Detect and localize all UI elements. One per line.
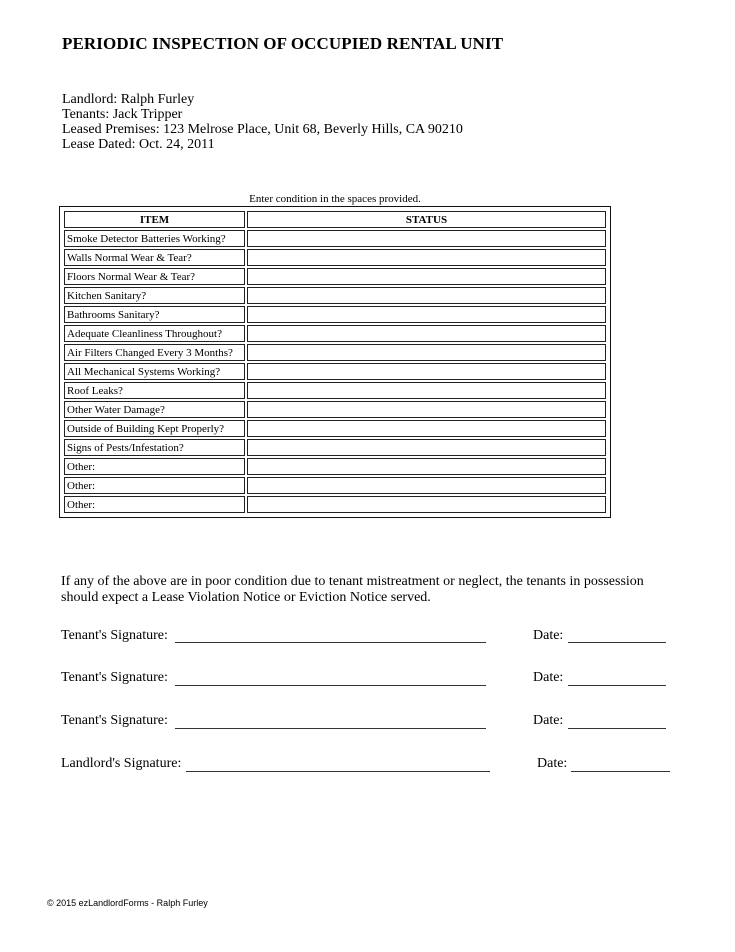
tenant-signature-line[interactable] xyxy=(175,642,486,643)
inspection-item-label: Walls Normal Wear & Tear? xyxy=(64,249,245,266)
inspection-item-label: Adequate Cleanliness Throughout? xyxy=(64,325,245,342)
date-line[interactable] xyxy=(568,728,666,729)
inspection-item-label: Other: xyxy=(64,496,245,513)
inspection-item-label: Signs of Pests/Infestation? xyxy=(64,439,245,456)
date-label: Date: xyxy=(533,713,564,728)
landlord-signature-label: Landlord's Signature: xyxy=(61,756,182,771)
tenant-signature-label: Tenant's Signature: xyxy=(61,628,168,643)
status-cell[interactable] xyxy=(247,325,606,342)
item-column-header: ITEM xyxy=(64,211,245,228)
premises-line: Leased Premises: 123 Melrose Place, Unit 68, Beverly Hills, CA 90210 xyxy=(62,122,463,137)
table-row xyxy=(64,344,606,361)
table-row xyxy=(64,249,606,266)
date-label: Date: xyxy=(533,628,564,643)
copyright-footer: © 2015 ezLandlordForms - Ralph Furley xyxy=(47,898,208,908)
table-row xyxy=(64,287,606,304)
status-cell[interactable] xyxy=(247,420,606,437)
status-cell[interactable] xyxy=(247,477,606,494)
inspection-item-label: Smoke Detector Batteries Working? xyxy=(64,230,245,247)
inspection-item-label: Roof Leaks? xyxy=(64,382,245,399)
table-row xyxy=(64,477,606,494)
table-row xyxy=(64,458,606,475)
table-row xyxy=(64,420,606,437)
table-row xyxy=(64,363,606,380)
status-cell[interactable] xyxy=(247,344,606,361)
inspection-item-label: Floors Normal Wear & Tear? xyxy=(64,268,245,285)
inspection-item-label: Other: xyxy=(64,477,245,494)
status-cell[interactable] xyxy=(247,382,606,399)
status-cell[interactable] xyxy=(247,458,606,475)
inspection-item-label: Bathrooms Sanitary? xyxy=(64,306,245,323)
table-row xyxy=(64,382,606,399)
status-cell[interactable] xyxy=(247,249,606,266)
table-row xyxy=(64,439,606,456)
status-cell[interactable] xyxy=(247,401,606,418)
document-title: PERIODIC INSPECTION OF OCCUPIED RENTAL UNIT xyxy=(62,34,504,53)
inspection-item-label: Outside of Building Kept Properly? xyxy=(64,420,245,437)
inspection-item-label: Air Filters Changed Every 3 Months? xyxy=(64,344,245,361)
status-cell[interactable] xyxy=(247,268,606,285)
tenant-signature-label: Tenant's Signature: xyxy=(61,670,168,685)
table-row xyxy=(64,401,606,418)
landlord-signature-line[interactable] xyxy=(186,771,490,772)
table-row xyxy=(64,268,606,285)
tenant-signature-line[interactable] xyxy=(175,685,486,686)
lease-info xyxy=(62,92,463,152)
table-row xyxy=(64,496,606,513)
status-cell[interactable] xyxy=(247,287,606,304)
inspection-item-label: Other: xyxy=(64,458,245,475)
inspection-item-label: Other Water Damage? xyxy=(64,401,245,418)
date-label: Date: xyxy=(533,670,564,685)
status-cell[interactable] xyxy=(247,439,606,456)
lease-dated-line: Lease Dated: Oct. 24, 2011 xyxy=(62,137,215,152)
inspection-item-label: All Mechanical Systems Working? xyxy=(64,363,245,380)
status-cell[interactable] xyxy=(247,306,606,323)
tenant-signature-label: Tenant's Signature: xyxy=(61,713,168,728)
status-cell[interactable] xyxy=(247,363,606,380)
date-line[interactable] xyxy=(568,642,666,643)
inspection-table-frame xyxy=(59,206,611,518)
tenants-line: Tenants: Jack Tripper xyxy=(62,107,183,122)
inspection-table xyxy=(62,209,608,515)
table-row xyxy=(64,306,606,323)
date-label: Date: xyxy=(537,756,568,771)
warning-notice: If any of the above are in poor condition due to tenant mistreatment or neglect, the tenants in possession should expect a Lease Violation Notice or Eviction Notice served. xyxy=(61,574,644,605)
landlord-line: Landlord: Ralph Furley xyxy=(62,92,195,107)
inspection-item-label: Kitchen Sanitary? xyxy=(64,287,245,304)
table-row xyxy=(64,230,606,247)
date-line[interactable] xyxy=(571,771,670,772)
table-row xyxy=(64,325,606,342)
status-column-header: STATUS xyxy=(247,211,606,228)
status-cell[interactable] xyxy=(247,496,606,513)
date-line[interactable] xyxy=(568,685,666,686)
status-cell[interactable] xyxy=(247,230,606,247)
tenant-signature-line[interactable] xyxy=(175,728,486,729)
table-instructions: Enter condition in the spaces provided. xyxy=(249,193,421,205)
table-header-row xyxy=(64,211,606,228)
